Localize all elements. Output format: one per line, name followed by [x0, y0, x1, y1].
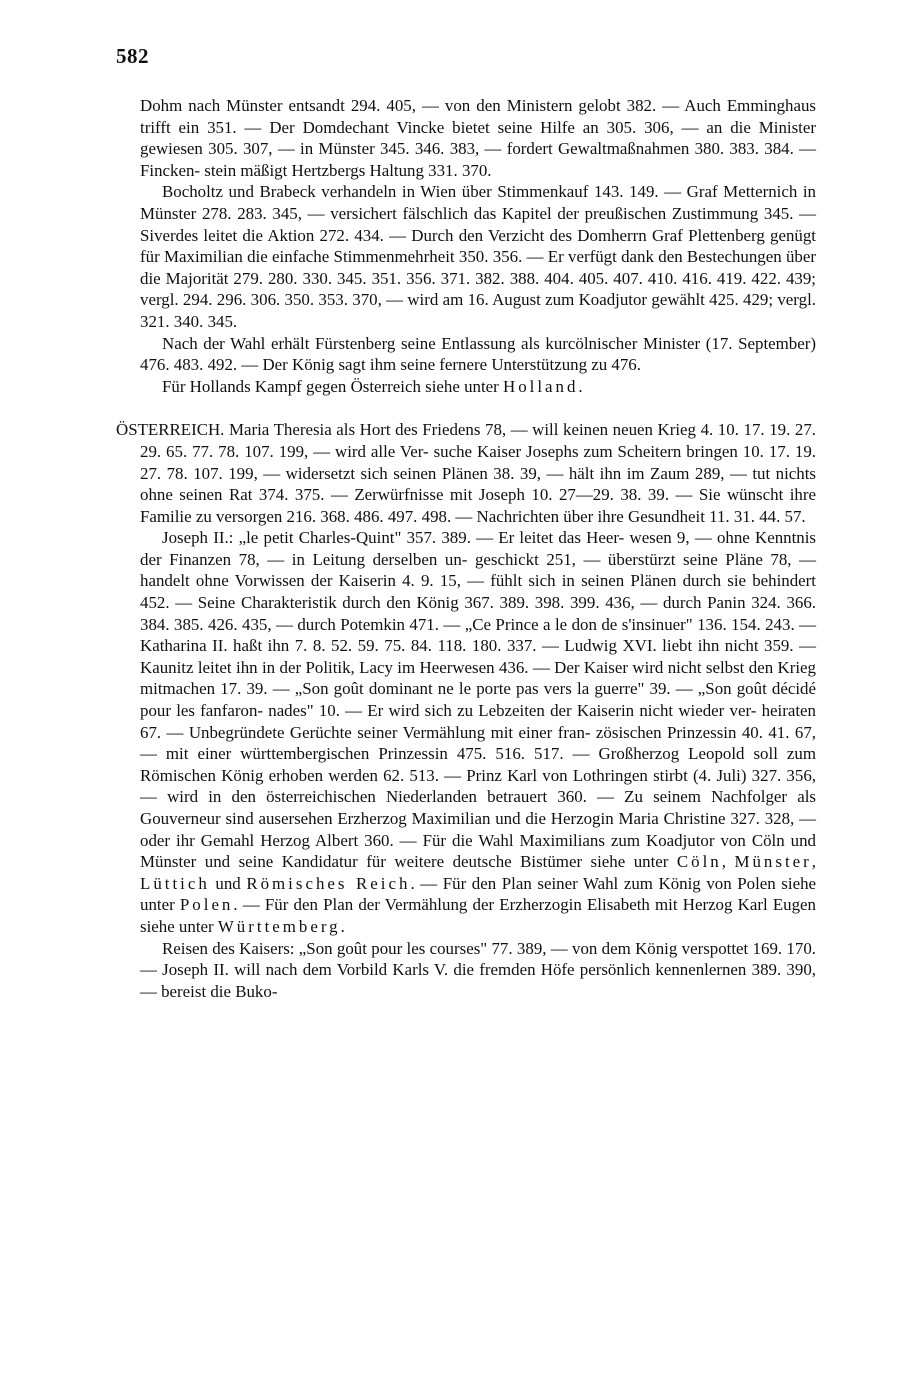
- holland-prefix: Für Hollands Kampf gegen Österreich siehe unter: [162, 376, 503, 396]
- paragraph: Dohm nach Münster entsandt 294. 405, — von den Ministern gelobt 382. — Auch Emminghaus trifft ein 351. — Der Domdechant Vincke bietet seine Hilfe an 305. 306, — an die Minister gewiesen 305. 307, — in Münster 345. 346. 383, — fordert Gewaltmaßnahmen 380. 383. 384. — Fincken- stein mäßigt Hertzbergs Haltung 331. 370.: [140, 96, 816, 180]
- joseph-text: .: [340, 916, 345, 936]
- cross-reference-polen: Polen: [179, 895, 234, 915]
- index-text: [116, 95, 817, 1002]
- entry-continuation: [140, 95, 816, 397]
- cross-reference-luettich: Lüttich: [140, 873, 210, 893]
- separator: ,: [721, 852, 735, 872]
- joseph-text: Joseph II.: „le petit Charles-Quint" 357. 389. — Er leitet das Heer- wesen 9, — ohne Kenntnis der Finanzen 78, — in Leitung derselben un- geschickt 251, — überstürzt seine Pläne 78, — handelt ohne Vorwissen der Kaiserin 4. 9. 15, — fühlt sich in seinen Plänen durch sie behindert 452. — Seine Charakteristik durch den König 367. 389. 398. 399. 436, — durch Panin 324. 366. 384. 385. 426. 435, — durch Potemkin 471. — „Ce Prince a le don de s'insinuer" 136. 154. 243. — Katharina II. haßt ihn 7. 8. 52. 59. 75. 84. 118. 180. 337. — Ludwig XVI. liebt ihn nicht 359. — Kaunitz leitet ihn in der Politik, Lacy im Heerwesen 436. — Der Kaiser wird nicht selbst den Krieg mitmachen 17. 39. — „Son goût dominant ne le porte pas vers la guerre" 39. — „Son goût décidé pour les fanfaron- nades" 10. — Er wird sich zu Lebzeiten der Kaiserin nicht wieder ver- heiraten 67. — Unbegründete Gerüchte seiner Vermählung mit einer fran- zösischen Prinzessin 40. 41. 67, — mit einer württembergischen Prinzessin 475. 516. 517. — Großherzog Leopold soll zum Römischen König erhoben werden 62. 513. — Prinz Karl von Lothringen stirbt (4. Juli) 327. 356, — wird in den österreichischen Niederlanden betrauert 360. — Zu seinem Nachfolger als Gouverneur sind ausersehen Erzherzog Maximilian und die Herzogin Maria Christine 327. 328, — oder ihr Gemahl Herzog Albert 360. — Für die Wahl Maximilians zum Koadjutor von Cöln und Münster und seine Kandidatur für weitere deutsche Bistümer siehe unter: [140, 528, 816, 872]
- entry-keyword: ÖSTERREICH.: [116, 420, 225, 440]
- joseph-text: . — Für den Plan seiner Wahl zum König von Polen siehe unter: [140, 873, 817, 915]
- entry-oesterreich: [116, 419, 817, 1002]
- paragraph: Bocholtz und Brabeck verhandeln in Wien über Stimmenkauf 143. 149. — Graf Metternich in Münster 278. 283. 345, — versichert fälschlich das Kapitel der preußischen Zustimmung 345. — Siverdes leitet die Aktion 272. 434. — Durch den Verzicht des Domherrn Graf Plettenberg genügt für Maximilian die einfache Stimmenmehrheit 350. 356. — Er verfügt dank den Bestechungen über die Majorität 279. 280. 330. 345. 351. 356. 371. 382. 388. 404. 405. 407. 410. 416. 419. 422. 439; vergl. 294. 296. 306. 350. 353. 370, — wird am 16. August zum Koadjutor gewählt 425. 429; vergl. 321. 340. 345.: [140, 182, 816, 331]
- cross-reference-holland: Holland: [503, 376, 579, 396]
- page-number: 582: [116, 44, 149, 68]
- paragraph-holland: [140, 376, 816, 398]
- separator: ,: [811, 852, 816, 872]
- cross-reference-muenster: Münster: [734, 852, 812, 872]
- cross-reference-coeln: Cöln: [676, 852, 722, 872]
- entry-head-text: Maria Theresia als Hort des Friedens 78, — will keinen neuen Krieg 4. 10. 17. 19. 27. 29. 65. 77. 78. 107. 199, — wird alle Ver- suche Kaiser Josephs zum Scheitern bringen 10. 17. 19. 27. 78. 107. 199, — widersetzt sich seinen Plänen 38. 39, — hält ihn im Zaum 289, — tut nichts ohne seinen Rat 374. 375. — Zerwürfnisse mit Joseph 10. 27—29. 38. 39. — Sie wünscht ihre Familie zu versorgen 216. 368. 486. 497. 498. — Nachrichten über ihre Gesundheit 11. 31. 44. 57.: [140, 420, 816, 526]
- cross-reference-reich: Römisches Reich: [246, 873, 411, 893]
- paragraph-reisen: Reisen des Kaisers: „Son goût pour les courses" 77. 389, — von dem König verspottet 169. 170. — Joseph II. will nach dem Vorbild Karls V. die fremden Höfe persönlich kennenlernen 389. 390, — bereist die Buko-: [140, 938, 816, 1001]
- separator: und: [209, 873, 247, 893]
- paragraph: Nach der Wahl erhält Fürstenberg seine Entlassung als kurcölnischer Minister (17. September) 476. 483. 492. — Der König sagt ihm seine fernere Unterstützung zu 476.: [140, 333, 816, 375]
- entry-head: [116, 419, 816, 527]
- paragraph-joseph: [140, 527, 816, 937]
- holland-suffix: .: [578, 376, 583, 396]
- joseph-text: . — Für den Plan der Vermählung der Erzherzogin Elisabeth mit Herzog Karl Eugen siehe unter: [140, 895, 816, 936]
- cross-reference-wuerttemberg: Württemberg: [217, 916, 341, 936]
